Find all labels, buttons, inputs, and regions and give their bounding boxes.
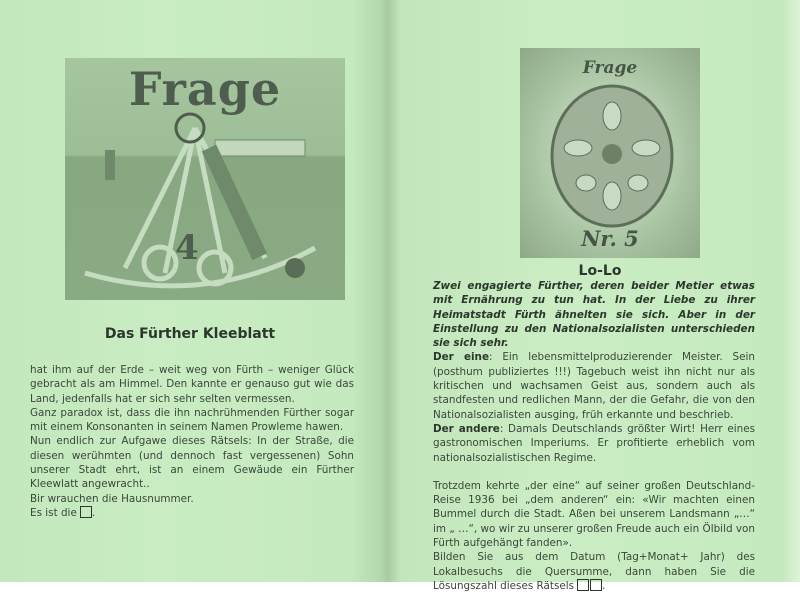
answer-line xyxy=(30,506,354,520)
intro-text: Zwei engagierte Fürther, deren beider Metier etwas mit Ernährung zu tun hat. In der Liebe zu ihrer Heimatstadt Fürth ähnelten sie sich. Aber in der Einstellung zu den Nationalsozialisten unterschieden sie sich sehr. xyxy=(433,280,755,350)
text: : Damals Deutschlands größter Wirt! Herr eines gastronomischen Imperiums. Er profitierte erheblich vom nationalsozialistischen Regime. xyxy=(433,422,755,464)
text: : Ein lebensmittelproduzierender Meister. Sein (posthum publiziertes !!!) Tagebuch weist ihn nicht nur als kritischen und wachsamen Geist aus, sondern auch als standfesten und redlichen Mann, der die Gefahr, die von den Nationalsozialisten ausging, früh erkannte und beschrieb. xyxy=(433,351,756,421)
answer-box xyxy=(80,506,92,518)
task-suffix: . xyxy=(602,579,606,592)
image-title: Frage xyxy=(128,62,282,116)
question-number: Nr. 5 xyxy=(581,226,639,251)
task-line xyxy=(433,550,755,593)
paragraph: Bir wrauchen die Hausnummer. xyxy=(30,492,194,505)
left-page xyxy=(0,0,388,582)
cookie-illustration xyxy=(520,48,700,258)
sextant-illustration xyxy=(65,58,345,300)
page-heading: Das Fürther Kleeblatt xyxy=(104,326,276,342)
page-heading: Lo-Lo xyxy=(578,263,622,279)
paragraph: hat ihm auf der Erde – weit weg von Fürth – weniger Glück gebracht als am Himmel. Den kannte er genauso gut wie das Land, jedenfalls hat er sich sehr selten vermessen. xyxy=(30,364,354,405)
label: Der eine xyxy=(433,351,490,364)
label: Der andere xyxy=(433,422,500,435)
riddle-text xyxy=(30,363,354,520)
answer-box xyxy=(590,579,602,591)
answer-prefix: Es ist die xyxy=(30,506,77,519)
paragraph: Nun endlich zur Aufgawe dieses Rätsels: In der Straße, die diesen werühmten (und dennoch fast vergessenen) Sohn unserer Stadt ehrt, ist an einem Gewäude ein Fürther Kleewlatt angewracht.. xyxy=(30,435,354,491)
answer-suffix: . xyxy=(91,506,96,519)
paragraph-der-andere xyxy=(433,422,755,465)
paragraph: Ganz paradox ist, dass die ihn nachrühmenden Fürther sogar mit einem Konsonanten in seinem Namen Prowleme hawen. xyxy=(30,406,354,434)
paragraph: Trotzdem kehrte „der eine“ auf seiner großen Deutschland-Reise 1936 bei „dem anderen“ ein: «Wir machten einen Bummel durch die Stadt. Aßen bei unserem Landsmann „…“ im „ …“, wo wir zu unserer großen Freude auch ein Ölbild von Fürth aufgehängt fanden». xyxy=(433,479,755,550)
paragraph-der-eine xyxy=(433,350,755,421)
riddle-text xyxy=(433,279,755,593)
task-text: Bilden Sie aus dem Datum (Tag+Monat+ Jahr) des Lokalbesuchs die Quersumme, dann haben Sie die Lösungszahl dieses Rätsels xyxy=(433,551,755,592)
answer-box xyxy=(577,579,589,591)
question-number: 4 xyxy=(175,228,199,268)
image-title: Frage xyxy=(582,58,638,78)
